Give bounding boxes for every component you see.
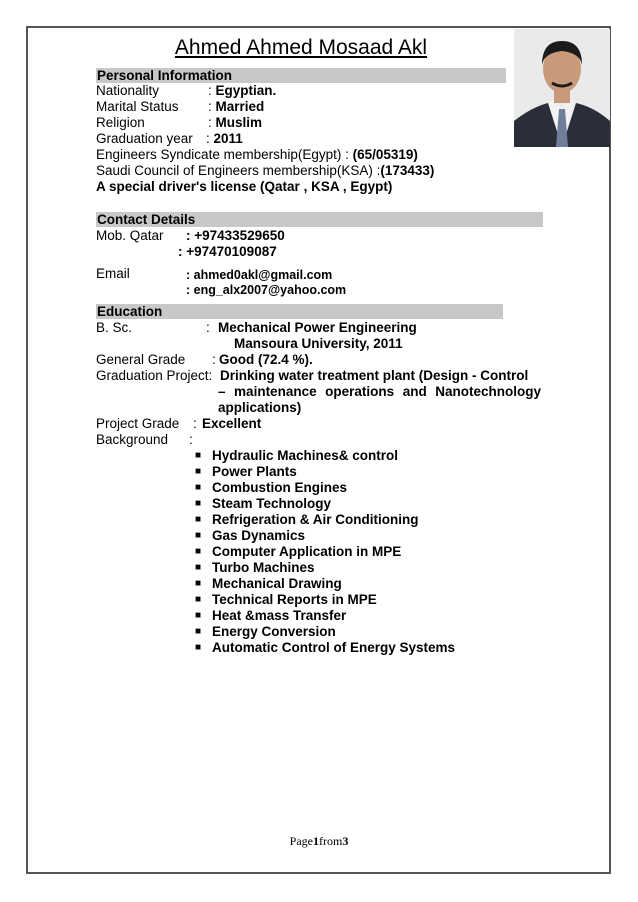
university: Mansoura University, 2011	[234, 336, 403, 351]
grad-project-label: Graduation Project:	[96, 368, 213, 383]
general-grade-value: Good (72.4 %).	[219, 352, 313, 367]
grad-year-row: : 2011	[206, 131, 243, 146]
degree-separator: :	[206, 320, 210, 335]
project-grade-value: Excellent	[202, 416, 262, 431]
nationality-row: : Egyptian.	[208, 83, 277, 98]
list-item: Power Plants	[212, 464, 297, 479]
degree-label: B. Sc.	[96, 320, 133, 335]
saudi-council-value: (173433)	[380, 163, 435, 178]
bullet-icon: ■	[195, 546, 202, 557]
mobile-number-qatar-1: : +97433529650	[186, 228, 285, 243]
bullet-icon: ■	[195, 498, 202, 509]
grad-project-line-1: Drinking water treatment plant (Design - Control	[220, 368, 529, 383]
bullet-icon: ■	[195, 642, 202, 653]
bullet-icon: ■	[195, 562, 202, 573]
list-item: Automatic Control of Energy Systems	[212, 640, 456, 655]
section-heading-personal: Personal Information	[96, 68, 506, 83]
email-secondary: : eng_alx2007@yahoo.com	[186, 283, 347, 297]
project-grade-separator: :	[193, 416, 197, 431]
bullet-icon: ■	[195, 482, 202, 493]
portrait-photo	[514, 29, 610, 147]
list-item: Technical Reports in MPE	[212, 592, 377, 607]
mobile-number-qatar-2: : +97470109087	[178, 244, 277, 259]
nationality-value: Egyptian.	[215, 83, 277, 98]
bullet-icon: ■	[195, 514, 202, 525]
general-grade-label: General Grade	[96, 352, 186, 367]
religion-row: : Muslim	[208, 115, 263, 130]
section-heading-education: Education	[96, 304, 503, 319]
page-number: 1	[313, 834, 319, 848]
grad-year-label: Graduation year	[96, 131, 193, 146]
list-item: Energy Conversion	[212, 624, 336, 639]
bullet-icon: ■	[195, 610, 202, 621]
grad-project-line-3: applications)	[218, 400, 302, 415]
page-footer: Page1from3	[289, 834, 349, 848]
religion-value: Muslim	[215, 115, 263, 130]
list-item: Hydraulic Machines& control	[212, 448, 399, 463]
marital-row: : Married	[208, 99, 265, 114]
saudi-council-row: Saudi Council of Engineers membership(KSA) :(173433)	[96, 163, 435, 178]
email-label: Email	[96, 266, 130, 281]
list-item: Steam Technology	[212, 496, 332, 511]
portrait-icon	[514, 29, 610, 147]
bullet-icon: ■	[195, 594, 202, 605]
email-primary: : ahmed0akl@gmail.com	[186, 268, 333, 282]
mobile-label: Mob. Qatar	[96, 228, 164, 243]
background-separator: :	[189, 432, 193, 447]
background-label: Background	[96, 432, 169, 447]
bullet-icon: ■	[195, 626, 202, 637]
grad-project-line-2: – maintenance operations and Nanotechnology	[218, 384, 541, 399]
nationality-label: Nationality	[96, 83, 160, 98]
marital-label: Marital Status	[96, 99, 179, 114]
list-item: Mechanical Drawing	[212, 576, 342, 591]
list-item: Computer Application in MPE	[212, 544, 402, 559]
degree-value: Mechanical Power Engineering	[218, 320, 417, 335]
bullet-icon: ■	[195, 530, 202, 541]
grad-year-value: 2011	[213, 131, 243, 146]
list-item: Heat &mass Transfer	[212, 608, 347, 623]
religion-label: Religion	[96, 115, 145, 130]
list-item: Gas Dynamics	[212, 528, 306, 543]
list-item: Combustion Engines	[212, 480, 347, 495]
syndicate-row: Engineers Syndicate membership(Egypt) : (65/05319)	[96, 147, 418, 162]
syndicate-value: (65/05319)	[352, 147, 418, 162]
resume-name: Ahmed Ahmed Mosaad Akl	[174, 36, 428, 59]
list-item: Refrigeration & Air Conditioning	[212, 512, 419, 527]
page-total: 3	[342, 834, 349, 848]
bullet-icon: ■	[195, 466, 202, 477]
section-heading-contact: Contact Details	[96, 212, 543, 227]
driver-license: A special driver's license (Qatar , KSA , Egypt)	[96, 179, 393, 194]
general-grade-separator: :	[212, 352, 216, 367]
bullet-icon: ■	[195, 450, 202, 461]
list-item: Turbo Machines	[212, 560, 315, 575]
marital-value: Married	[215, 99, 265, 114]
project-grade-label: Project Grade	[96, 416, 180, 431]
bullet-icon: ■	[195, 578, 202, 589]
